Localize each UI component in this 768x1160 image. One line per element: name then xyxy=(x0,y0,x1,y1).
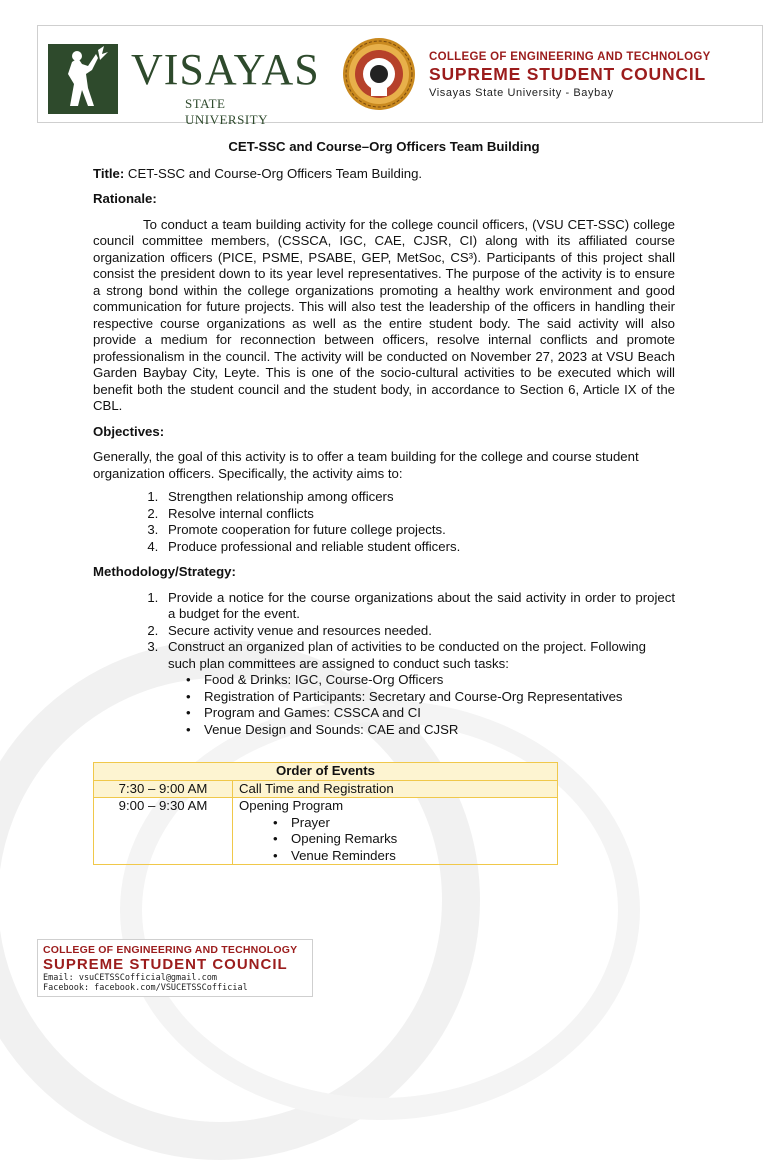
university-name: VISAYAS xyxy=(131,45,320,94)
university-subname: STATE UNIVERSITY xyxy=(185,96,268,127)
footer-email[interactable]: Email: vsuCETSSCofficial@gmail.com xyxy=(43,973,217,983)
events-table-heading: Order of Events xyxy=(94,763,558,781)
committee-item: • Food & Drinks: IGC, Course-Org Officers xyxy=(186,672,675,689)
rationale-heading: Rationale: xyxy=(93,191,157,206)
vsu-figure-icon xyxy=(48,44,118,114)
event-time: 9:00 – 9:30 AM xyxy=(94,798,233,865)
footer-facebook[interactable]: Facebook: facebook.com/VSUCETSSCofficial xyxy=(43,983,248,993)
methodology-item: 3. Construct an organized plan of activities to be conducted on the project. Following such plan committees are assigned to conduct such tasks: xyxy=(162,639,675,672)
committee-list xyxy=(93,672,675,738)
opening-program-items xyxy=(239,815,551,865)
objective-item: 3. Promote cooperation for future college projects. xyxy=(162,522,675,539)
objectives-intro: Generally, the goal of this activity is to offer a team building for the college and course student organization officers. Specifically, the activity aims to: xyxy=(93,449,639,481)
objective-item: 1. Strengthen relationship among officers xyxy=(162,489,675,506)
objective-item: 4. Produce professional and reliable student officers. xyxy=(162,539,675,556)
committee-item: • Program and Games: CSSCA and CI xyxy=(186,705,675,722)
committee-item: • Registration of Participants: Secretary and Course-Org Representatives xyxy=(186,689,675,706)
footer-college-name: COLLEGE OF ENGINEERING AND TECHNOLOGY xyxy=(43,944,298,956)
methodology-list xyxy=(93,590,675,673)
vsu-logo xyxy=(48,44,320,127)
methodology-item: 1. Provide a notice for the course organizations about the said activity in order to project a budget for the event. xyxy=(162,590,675,623)
title-line xyxy=(93,166,675,183)
program-item: • Opening Remarks xyxy=(273,831,551,848)
objectives-list xyxy=(93,489,675,555)
letterhead xyxy=(37,25,763,127)
council-name: SUPREME STUDENT COUNCIL xyxy=(429,64,707,84)
table-row xyxy=(94,780,558,798)
title-value: CET-SSC and Course-Org Officers Team Building. xyxy=(124,165,423,181)
event-activity: Call Time and Registration xyxy=(233,780,558,798)
methodology-heading: Methodology/Strategy: xyxy=(93,564,236,579)
objectives-heading: Objectives: xyxy=(93,423,165,439)
title-label: Title: xyxy=(93,165,125,181)
document-heading: CET-SSC and Course–Org Officers Team Building xyxy=(228,139,540,154)
footer-council-name: SUPREME STUDENT COUNCIL xyxy=(43,956,288,973)
rationale-paragraph: To conduct a team building activity for the college council officers, (VSU CET-SSC) college council committee members, (CSSCA, IGC, CAE, CJSR, CI) along with its affiliated course organization officers (PICE, PSME, PSABE, GEP, MetSoc, CS³). Participants of this project shall consist the president down to its year level representatives. The purpose of the activity is to ensure a strong bond within the college organizations promoting a healthy work environment and good communication for future projects. This will also test the leadership of the officers in handling their respective course organizations as well as the entire student body. The said activity will also provide a medium for reconnection between officers, resolve internal conflicts and promote professionalism in the council. The activity will be conducted on November 27, 2023 at VSU Beach Garden Baybay City, Leyte. This is one of the socio-cultural activities to be executed which will benefit both the student council and the student body, in accordance to Section 6, Article IX of the CBL. xyxy=(93,216,675,413)
campus-name: Visayas State University - Baybay xyxy=(429,87,614,99)
event-activity: Opening Program xyxy=(239,798,344,813)
methodology-item: 2. Secure activity venue and resources needed. xyxy=(162,623,675,640)
footer-contact-block xyxy=(37,939,313,997)
objective-item: 2. Resolve internal conflicts xyxy=(162,506,675,523)
cet-seal-icon xyxy=(341,36,417,112)
council-name-block xyxy=(429,50,759,100)
document-body xyxy=(93,139,675,738)
event-activity-cell xyxy=(233,798,558,865)
committee-item: • Venue Design and Sounds: CAE and CJSR xyxy=(186,722,675,739)
program-item: • Prayer xyxy=(273,815,551,832)
event-time: 7:30 – 9:00 AM xyxy=(94,780,233,798)
program-item: • Venue Reminders xyxy=(273,848,551,865)
college-seal xyxy=(341,36,417,112)
college-name: COLLEGE OF ENGINEERING AND TECHNOLOGY xyxy=(429,51,711,63)
table-row xyxy=(94,798,558,865)
order-of-events-table xyxy=(93,762,558,865)
